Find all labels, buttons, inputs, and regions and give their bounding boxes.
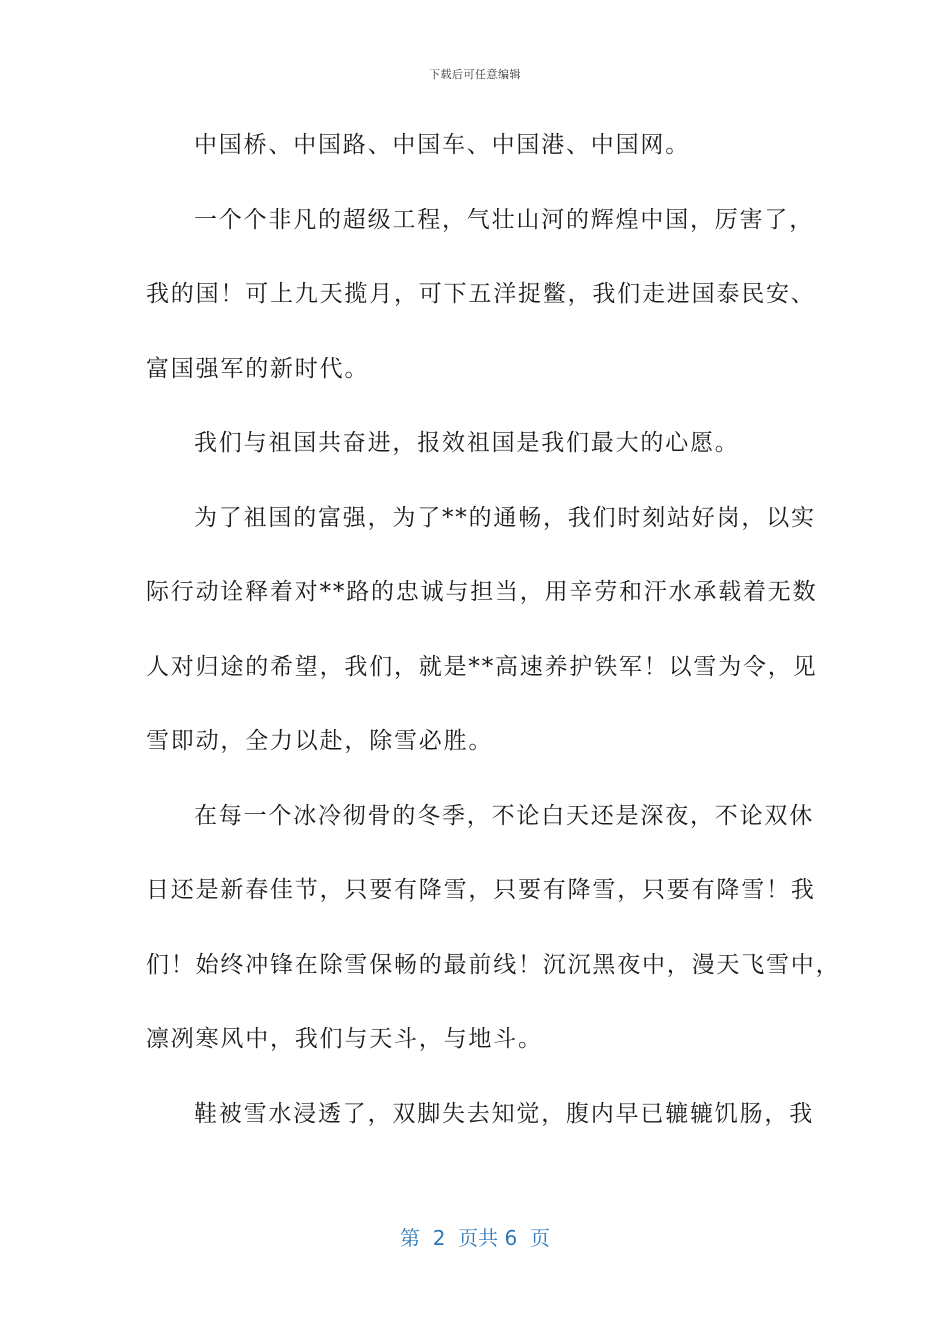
body-line-11: 日还是新春佳节，只要有降雪，只要有降雪，只要有降雪！我 bbox=[146, 877, 816, 903]
body-line-10: 在每一个冰冷彻骨的冬季，不论白天还是深夜，不论双休 bbox=[194, 802, 814, 829]
page-number-footer: 第 2 页共 6 页 bbox=[400, 1226, 550, 1250]
body-line-1: 中国桥、中国路、中国车、中国港、中国网。 bbox=[194, 132, 690, 158]
body-line-4: 富国强军的新时代。 bbox=[146, 355, 370, 382]
body-line-9: 雪即动，全力以赴，除雪必胜。 bbox=[146, 728, 494, 754]
body-line-14: 鞋被雪水浸透了，双脚失去知觉，腹内早已辘辘饥肠，我 bbox=[194, 1100, 814, 1127]
header-note: 下载后可任意编辑 bbox=[429, 68, 521, 81]
body-line-8: 人对归途的希望，我们，就是**高速养护铁军！以雪为令，见 bbox=[146, 653, 818, 680]
body-line-5: 我们与祖国共奋进，报效祖国是我们最大的心愿。 bbox=[194, 430, 740, 456]
body-line-3: 我的国！可上九天揽月，可下五洋捉鳖，我们走进国泰民安、 bbox=[146, 281, 816, 307]
body-line-7: 际行动诠释着对**路的忠诚与担当，用辛劳和汗水承载着无数 bbox=[146, 579, 818, 605]
body-line-12: 们！始终冲锋在除雪保畅的最前线！沉沉黑夜中，漫天飞雪中， bbox=[146, 951, 841, 978]
document-body bbox=[146, 120, 841, 1163]
body-line-13: 凛冽寒风中，我们与天斗，与地斗。 bbox=[146, 1026, 543, 1052]
body-line-6: 为了祖国的富强，为了**的通畅，我们时刻站好岗，以实 bbox=[194, 504, 816, 531]
body-line-2: 一个个非凡的超级工程，气壮山河的辉煌中国，厉害了， bbox=[194, 206, 814, 233]
